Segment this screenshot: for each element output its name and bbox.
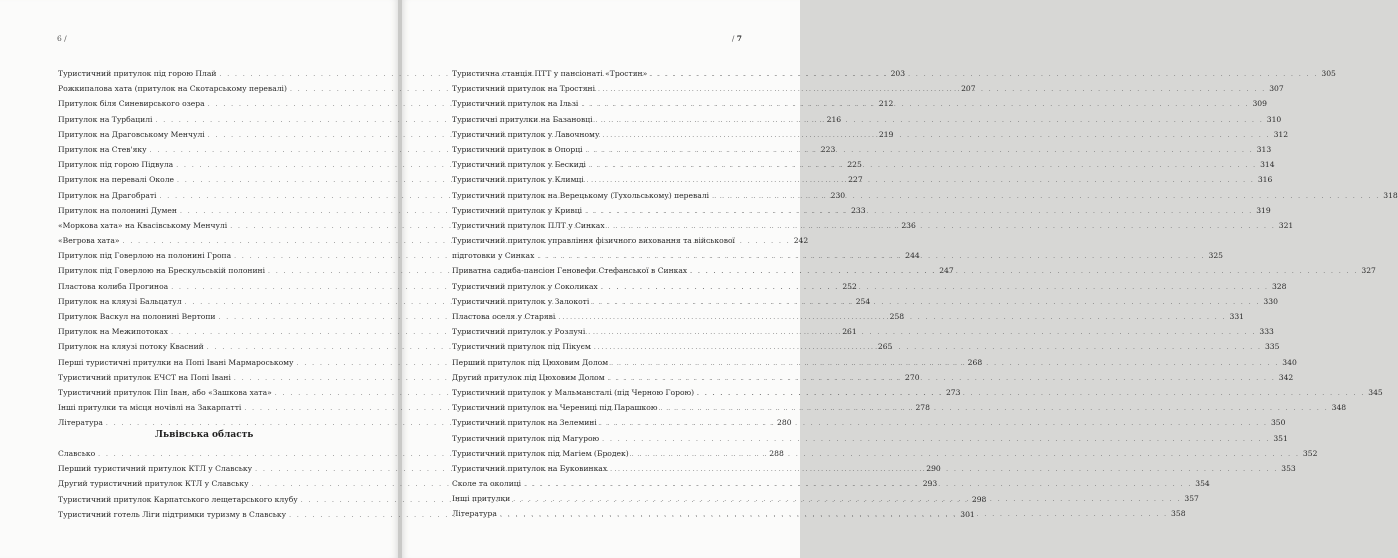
toc-entry-page: 219 (878, 129, 894, 139)
toc-entry-page: 252 (842, 281, 857, 291)
toc-entry-title: Туристичний притулок на Буковинках (452, 463, 608, 473)
toc-entry-title: Притулок під горою Підвула (58, 160, 174, 170)
toc-entry-page: 236 (901, 220, 916, 230)
toc-entry-title: Притулок Васкул на полонині Вертопи (58, 312, 216, 321)
toc-leader-dots (500, 507, 1168, 522)
toc-leader-dots (610, 462, 1278, 477)
toc-entry-page: 345 (1368, 387, 1383, 397)
toc-entry-title: Притулок на кляузі Бальцатул (58, 296, 182, 306)
toc-entry-title: Притулок під Говерлою на Брескульській полонині (58, 266, 266, 276)
toc-entry-title: «Вегрова хата» (58, 236, 120, 246)
toc-entry-title: Туристичний готель Ліги підтримки туризму в Славську (58, 509, 287, 519)
toc-entry-page: 258 (889, 312, 905, 321)
toc-entry-page: 301 (960, 509, 975, 519)
toc-entry-title: Другий туристичний притулок КТЛ у Славську (58, 479, 249, 489)
toc-entry-title: Туристичний притулок у Бескиді (452, 160, 586, 170)
right-page-number (732, 34, 742, 43)
toc-entry-page: 351 (1273, 433, 1288, 443)
toc-entry-page: 247 (939, 266, 954, 276)
toc-leader-dots (608, 371, 1276, 386)
toc-entry-page: 340 (1282, 357, 1297, 367)
toc-entry-page: 265 (877, 342, 893, 352)
toc-entry-page: 298 (971, 494, 987, 504)
toc-entry-title: Туристичний притулок під горою Плай (58, 69, 217, 78)
toc-entry-page: 268 (967, 357, 983, 367)
toc-entry-title: Туристичний притулок у Климці (452, 175, 584, 185)
toc-leader-dots (586, 143, 1254, 158)
toc-entry (452, 431, 1288, 446)
left-page-number: 6 / (57, 34, 67, 43)
toc-entry-title: Туристичний притулок на Ільзі (452, 99, 579, 109)
toc-leader-dots (513, 492, 1181, 507)
toc-entry-page: 354 (1195, 479, 1210, 489)
toc-entry-page: 330 (1263, 296, 1278, 306)
toc-entry-page: 328 (1271, 281, 1287, 291)
toc-entry-page: 314 (1260, 160, 1275, 170)
toc-entry-page: 310 (1266, 114, 1282, 124)
toc-entry-title: Перші туристичні притулки на Попі Івані Мармароському (58, 357, 294, 367)
toc-entry-page: 327 (1361, 266, 1376, 276)
toc-entry-title: Туристичний притулок ПЛТ у Синках (452, 220, 605, 230)
toc-leader-dots (697, 386, 1365, 401)
toc-entry-page: 293 (922, 479, 938, 489)
toc-entry-title: Притулок на Стев'яку (58, 144, 147, 154)
right-page-num: 7 (736, 34, 742, 43)
toc-entry-title: Туристичний притулок під Магіем (Бродек) (452, 448, 629, 458)
toc-entry-title: Притулок під Говерлою на полонині Гропа (58, 251, 232, 261)
toc-entry-page: 254 (855, 296, 871, 306)
toc-entry-title: Інші притулки (452, 494, 511, 504)
toc-entry-page: 290 (926, 464, 941, 474)
toc-entry-page: 230 (830, 190, 846, 200)
toc-leader-dots (611, 356, 1279, 371)
toc-entry-page: 244 (905, 251, 920, 261)
toc-entry-page: 225 (847, 160, 862, 170)
toc-entry-title: Пластова колиба Прогиноа (58, 281, 169, 291)
toc-entry-page: 313 (1256, 144, 1272, 154)
toc-leader-dots (602, 128, 1270, 143)
toc-leader-dots (712, 189, 1380, 204)
toc-entry-title: «Моркова хата» на Квасівському Менчулі (58, 220, 228, 230)
toc-leader-dots (537, 249, 1205, 264)
toc-leader-dots (608, 219, 1276, 234)
section-heading: Львівська область (155, 430, 254, 440)
toc-entry-page: 342 (1278, 372, 1294, 382)
toc-entry-page: 270 (905, 372, 920, 382)
toc-entry-page: 358 (1171, 509, 1186, 519)
toc-entry-page: 227 (848, 175, 863, 185)
toc-entry-page: 348 (1331, 403, 1347, 413)
toc-entry-title: Туристичний притулок у Лавочному (452, 129, 600, 139)
toc-leader-dots (598, 82, 1266, 97)
toc-entry-title: Література (58, 418, 103, 428)
toc-leader-dots (587, 173, 1255, 188)
toc-entry-title: Туристична станція ПТТ у пансіонаті «Тростян» (452, 69, 648, 78)
toc-entry-title: Туристичний притулок Піп Іван, або «Зашкова хата» (58, 387, 272, 397)
toc-entry-page: 318 (1383, 190, 1398, 200)
toc-entry-page: 321 (1278, 220, 1294, 230)
toc-entry-page: 312 (1273, 129, 1289, 139)
toc-entry-title: Притулок на Драгобраті (58, 190, 157, 200)
toc-entry-title: Приватна садиба-пансіон Геновефи Стефанської в Синках (452, 266, 688, 276)
toc-entry-title: Туристичний притулок у Кривці (452, 205, 583, 215)
toc-entry-page: 233 (851, 205, 866, 215)
toc-leader-dots (589, 158, 1257, 173)
toc-entry-title: Другий притулок під Цюховим Долом (452, 372, 605, 382)
toc-entry-page: 307 (1269, 84, 1284, 94)
toc-entry-page: 223 (820, 144, 836, 154)
toc-entry-page: 212 (878, 99, 894, 109)
toc-entry-page: 331 (1229, 312, 1244, 321)
toc-entry-title: Притулок на Межипотоках (58, 327, 169, 337)
right-page-separator: / (731, 34, 735, 43)
toc-entry-page: 216 (826, 114, 842, 124)
toc-entry-page: 242 (793, 236, 809, 246)
toc-entry-title: Туристичний притулок у Залокоті (452, 296, 590, 306)
toc-leader-dots (524, 477, 1192, 492)
toc-entry-title: Туристичний притулок у Розлучі (452, 327, 586, 337)
toc-entry-title: Пластова оселя у Старяві (452, 312, 556, 321)
toc-entry-page: 325 (1208, 251, 1223, 261)
toc-entry-page: 333 (1259, 327, 1274, 337)
toc-leader-dots (594, 340, 1262, 355)
toc-leader-dots (602, 432, 1270, 447)
toc-entry-wrapped-line: Туристичний притулок управління фізичного виховання та військової (452, 236, 735, 246)
toc-entry-title: Сколе та околиці (452, 479, 522, 489)
toc-entry-title: Туристичний притулок у Соколиках (452, 281, 598, 291)
toc-entry-title: Туристичні притулки на Базановці (452, 114, 593, 124)
toc-entry-page: 288 (769, 449, 784, 458)
toc-entry-title: Перший туристичний притулок КТЛ у Славську (58, 464, 253, 474)
toc-entry-page: 357 (1184, 494, 1199, 504)
toc-entry-title: Славсько (58, 449, 96, 458)
toc-leader-dots (600, 416, 1268, 431)
toc-entry-title: Рожкипалова хата (притулок на Скотарському перевалі) (58, 84, 287, 94)
toc-entry-page: 280 (777, 418, 792, 428)
toc-entry-page: 319 (1256, 205, 1271, 215)
toc-entry-title: Притулок на Турбацилі (58, 114, 153, 124)
toc-entry-title: Туристичний притулок у Мальмансталі (під Черною Горою) (452, 387, 695, 397)
toc-entry-page: 350 (1270, 418, 1286, 428)
toc-leader-dots (596, 113, 1264, 128)
toc-leader-dots (585, 204, 1253, 219)
toc-entry-title: Притулок на Драговському Менчулі (58, 129, 205, 139)
toc-leader-dots (581, 97, 1249, 112)
toc-entry-title: Туристичний притулок на Верецькому (Тухольському) перевалі (452, 190, 710, 200)
toc-entry-title: Туристичний притулок під Магурою (452, 433, 600, 443)
toc-entry-page: 273 (945, 387, 961, 397)
toc-entry-title: Притулок на перевалі Околе (58, 175, 175, 185)
toc-entry-title: Туристичний притулок під Пікуєм (452, 342, 591, 352)
toc-leader-dots (558, 310, 1226, 325)
toc-entry-title: Перший притулок під Цюховим Долом (452, 357, 609, 367)
toc-entry-page: 353 (1281, 463, 1296, 473)
toc-entry-title: Туристичний притулок на Зелемині (452, 418, 597, 428)
toc-entry-title: Література (452, 509, 497, 519)
toc-leader-dots (588, 325, 1256, 340)
toc-entry-page: 335 (1264, 342, 1280, 352)
toc-entry-title: Туристичний притулок ЕЧСТ на Попі Івані (58, 372, 231, 382)
toc-entry-title: Інші притулки та місця ночівлі на Закарпатті (58, 403, 242, 413)
toc-entry-page: 207 (961, 84, 976, 94)
toc-entry-page: 278 (915, 403, 930, 413)
toc-entry-title: Туристичний притулок на Тростяні (452, 84, 596, 94)
toc-entry-title: Притулок на полонині Думен (58, 205, 177, 215)
toc-entry-title: Туристичний притулок на Черениці під Парашкою (452, 403, 658, 413)
toc-entry-page: 203 (890, 69, 906, 78)
toc-entry-title: Туристичний притулок в Опорці (452, 144, 583, 154)
toc-leader-dots (650, 67, 1318, 82)
toc-entry-page: 309 (1252, 99, 1267, 109)
toc-leader-dots (690, 264, 1358, 279)
toc-entry-title: Притулок на кляузі потоку Квасний (58, 342, 204, 352)
toc-leader-dots (601, 280, 1269, 295)
toc-entry-title: Притулок біля Синевирського озера (58, 99, 205, 109)
toc-entry-page: 316 (1257, 175, 1273, 185)
toc-entry-title: підготовки у Синках (452, 251, 535, 261)
toc-leader-dots (632, 447, 1300, 462)
toc-leader-dots (592, 295, 1260, 310)
toc-entry-page: 261 (842, 327, 857, 337)
toc-entry-title: Туристичний притулок Карпатського лещетарського клубу (58, 494, 298, 504)
toc-entry-page: 352 (1302, 448, 1318, 458)
toc-entry-page: 305 (1321, 69, 1336, 78)
toc-leader-dots (660, 401, 1328, 416)
